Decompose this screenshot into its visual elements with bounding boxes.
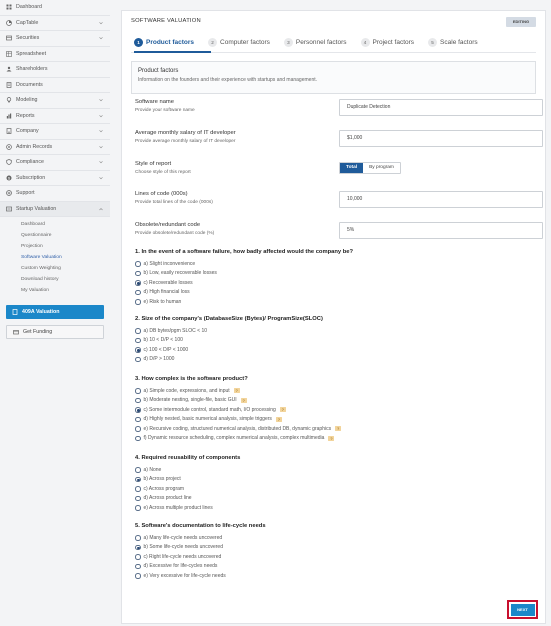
sidebar-item-label: Subscription <box>16 174 46 181</box>
sidebar-item-label: Compliance <box>16 159 44 166</box>
help-icon[interactable]: ? <box>330 435 333 441</box>
field-hint: Provide total lines of the code (000s) <box>135 200 213 205</box>
radio-option-label: e) Very excessive for life-cycle needs <box>143 572 226 579</box>
tab-scale-factors[interactable] <box>428 38 478 47</box>
sidebar-item-spreadsheet[interactable] <box>0 47 110 63</box>
radio-option[interactable] <box>135 345 531 355</box>
step-label: Product factors <box>146 38 195 46</box>
question-title: 1. In the event of a software failure, how badly affected would the company be? <box>135 249 354 255</box>
get-funding-button[interactable] <box>6 325 104 339</box>
question-5 <box>135 523 531 581</box>
sidebar-item-label: Reports <box>16 112 35 119</box>
radio-option-label: d) Across product line <box>143 495 192 502</box>
sidebar-item-label: Admin Records <box>16 143 53 150</box>
sidebar-item-startup-valuation[interactable] <box>0 202 110 218</box>
radio-option[interactable] <box>135 484 531 494</box>
question-title: 4. Required reusability of components <box>135 455 241 461</box>
radio-option[interactable] <box>135 326 531 336</box>
step-number: 2 <box>208 38 217 47</box>
radio-option-label: d) High financial loss <box>143 289 190 296</box>
sidebar-item-label: Spreadsheet <box>16 50 47 57</box>
tab-personnel-factors[interactable] <box>284 38 347 47</box>
chevron-down-icon <box>99 145 103 149</box>
sidebar-item-support[interactable] <box>0 186 110 202</box>
radio-option-label: d) Highly nested, basic numerical analysis, simple triggers <box>143 416 272 423</box>
lightbulb-icon <box>6 97 12 103</box>
reports-icon <box>6 113 12 119</box>
radio-option[interactable] <box>135 533 531 543</box>
radio-unchecked-icon[interactable] <box>135 398 141 404</box>
radio-unchecked-icon[interactable] <box>135 496 141 502</box>
radio-option[interactable] <box>135 552 531 562</box>
sidebar-item-label: Startup Valuation <box>16 205 57 212</box>
radio-unchecked-icon[interactable] <box>135 338 141 344</box>
radio-unchecked-icon[interactable] <box>135 535 141 541</box>
radio-option[interactable] <box>135 259 531 269</box>
radio-option[interactable] <box>135 288 531 298</box>
chevron-down-icon <box>99 36 103 40</box>
radio-option[interactable] <box>135 475 531 485</box>
radio-option[interactable] <box>135 571 531 581</box>
radio-unchecked-icon[interactable] <box>135 290 141 296</box>
radio-option-label: d) Excessive for life-cycles needs <box>143 563 218 570</box>
sidebar-item-label: Shareholders <box>16 66 48 73</box>
radio-checked-icon[interactable] <box>135 280 141 286</box>
radio-unchecked-icon[interactable] <box>135 299 141 305</box>
field-label: Average monthly salary of IT developer <box>135 130 236 136</box>
help-icon[interactable]: ? <box>281 407 284 413</box>
sidebar-item-label: Dashboard <box>16 4 42 11</box>
radio-option-label: e) Risk to human <box>143 298 182 305</box>
radio-option[interactable] <box>135 562 531 572</box>
sidebar-item-reports[interactable] <box>0 109 110 125</box>
chevron-down-icon <box>99 129 103 133</box>
step-label: Scale factors <box>440 38 478 46</box>
page-title: SOFTWARE VALUATION <box>131 18 201 24</box>
question-title: 3. How complex is the software product? <box>135 376 248 382</box>
sidebar-item-shareholders[interactable] <box>0 62 110 78</box>
question-title: 5. Software's documentation to life-cycle needs <box>135 523 266 529</box>
radio-option-label: d) D/P > 1000 <box>143 356 175 363</box>
sidebar-item-label: Company <box>16 128 39 135</box>
radio-unchecked-icon[interactable] <box>135 573 141 579</box>
radio-checked-icon[interactable] <box>135 407 141 413</box>
help-icon[interactable]: ? <box>242 397 245 403</box>
question-1 <box>135 249 531 307</box>
radio-option[interactable] <box>135 396 531 406</box>
document-icon <box>12 309 18 315</box>
help-icon[interactable]: ? <box>235 388 238 394</box>
admin-records-icon <box>6 144 12 150</box>
radio-option-label: c) Right life-cycle needs uncovered <box>143 553 222 560</box>
report-style-field <box>135 161 531 175</box>
radio-unchecked-icon[interactable] <box>135 357 141 363</box>
radio-unchecked-icon[interactable] <box>135 388 141 394</box>
radio-option[interactable] <box>135 434 531 444</box>
funding-icon <box>13 329 19 335</box>
company-icon <box>6 128 12 134</box>
salary-field <box>135 130 531 144</box>
field-label: Software name <box>135 99 174 105</box>
software-name-field <box>135 99 531 113</box>
radio-option[interactable] <box>135 336 531 346</box>
radio-checked-icon[interactable] <box>135 477 141 483</box>
radio-unchecked-icon[interactable] <box>135 328 141 334</box>
sidebar-item-company[interactable] <box>0 124 110 140</box>
help-icon[interactable]: ? <box>277 416 280 422</box>
field-label: Obsolete/redundant code <box>135 222 201 228</box>
next-button[interactable]: NEXT <box>511 604 535 616</box>
radio-option[interactable] <box>135 503 531 513</box>
radio-option[interactable] <box>135 269 531 279</box>
radio-option[interactable] <box>135 494 531 504</box>
step-number: 3 <box>284 38 293 47</box>
radio-unchecked-icon[interactable] <box>135 554 141 560</box>
radio-option[interactable] <box>135 297 531 307</box>
step-label: Personnel factors <box>295 38 347 46</box>
field-label: Style of report <box>135 161 172 167</box>
sidebar-item-modeling[interactable] <box>0 93 110 109</box>
radio-option-label: b) Some life-cycle needs uncovered <box>143 544 223 551</box>
radio-option-label: a) Slight inconvenience <box>143 260 196 267</box>
step-label: Project factors <box>372 38 415 46</box>
radio-option-label: b) Moderate nesting, single-file, basic GUI <box>143 397 237 404</box>
question-title: 2. Size of the company's (DatabaseSize (Bytes)/ ProgramSize(SLOC) <box>135 316 323 322</box>
sidebar-item-label: CapTable <box>16 19 39 26</box>
field-hint: Choose style of this report <box>135 170 191 175</box>
pie-chart-icon <box>6 20 12 26</box>
sidebar-item-admin-records[interactable] <box>0 140 110 156</box>
radio-option[interactable] <box>135 465 531 475</box>
section-title: Product factors <box>138 68 179 74</box>
help-icon[interactable]: ? <box>336 426 340 432</box>
section-intro <box>131 61 536 94</box>
radio-option-label: b) Across project <box>143 476 181 483</box>
shareholders-icon <box>6 66 12 72</box>
obsolete-code-field <box>135 222 531 236</box>
software-valuation-card <box>121 10 546 624</box>
radio-option-label: f) Dynamic resource scheduling, complex numerical analysis, complex multimedia <box>143 435 325 442</box>
question-2 <box>135 316 531 364</box>
radio-unchecked-icon[interactable] <box>135 271 141 277</box>
radio-option[interactable] <box>135 278 531 288</box>
subscription-icon <box>6 175 12 181</box>
field-hint: Provide average monthly salary of IT developer <box>135 139 236 144</box>
subnav-item-download-history[interactable]: Download history <box>21 277 59 282</box>
radio-option[interactable] <box>135 424 531 434</box>
field-hint: Provide your software name <box>135 108 195 113</box>
startup-valuation-icon <box>6 206 12 212</box>
tab-product-factors[interactable] <box>134 38 194 47</box>
radio-unchecked-icon[interactable] <box>135 467 141 473</box>
subnav-item-questionnaire[interactable]: Questionnaire <box>21 233 52 238</box>
radio-option-label: c) Some intermodule control, standard math, I/O processing <box>143 406 276 413</box>
radio-option-label: a) DB bytes/pgm SLOC < 10 <box>143 327 208 334</box>
sidebar-item-dashboard[interactable] <box>0 0 110 16</box>
radio-option-label: a) Simple code, expressions, and input <box>143 387 230 394</box>
radio-unchecked-icon[interactable] <box>135 426 141 432</box>
sidebar <box>0 0 110 626</box>
report-style-toggle <box>339 162 401 174</box>
radio-option[interactable] <box>135 386 531 396</box>
subnav-item-my-valuation[interactable]: My Valuation <box>21 288 49 293</box>
get-funding-label: Get Funding <box>23 329 53 335</box>
radio-checked-icon[interactable] <box>135 545 141 551</box>
chevron-down-icon <box>99 176 103 180</box>
report-style-total-option[interactable]: Total <box>340 163 363 173</box>
sidebar-item-label: Support <box>16 190 35 197</box>
radio-unchecked-icon[interactable] <box>135 417 141 423</box>
lines-of-code-input[interactable]: 10,000 <box>339 191 543 208</box>
sidebar-item-documents[interactable] <box>0 78 110 94</box>
sidebar-item-label: Documents <box>16 81 43 88</box>
compliance-icon <box>6 159 12 165</box>
step-number: 1 <box>134 38 143 47</box>
chevron-up-icon <box>99 207 103 211</box>
obsolete-code-input[interactable]: 5% <box>339 222 543 239</box>
step-tabs <box>134 36 492 48</box>
radio-unchecked-icon[interactable] <box>135 486 141 492</box>
lines-of-code-field <box>135 191 531 205</box>
radio-option[interactable] <box>135 543 531 553</box>
radio-option-label: b) Low, easily recoverable losses <box>143 270 217 277</box>
tab-project-factors[interactable] <box>361 38 415 47</box>
chevron-down-icon <box>99 98 103 102</box>
field-hint: Provide obsolete/redundant code (%) <box>135 231 215 236</box>
field-label: Lines of code (000s) <box>135 191 188 197</box>
radio-option-label: e) Recursive coding, structured numerical analysis, distributed DB, dynamic graphics <box>143 425 332 432</box>
valuation-409a-button[interactable] <box>6 305 104 319</box>
radio-unchecked-icon[interactable] <box>135 505 141 511</box>
radio-option[interactable] <box>135 405 531 415</box>
dashboard-icon <box>6 4 12 10</box>
svg-text:$: $ <box>8 176 10 181</box>
radio-option-label: c) Across program <box>143 485 185 492</box>
report-style-by-program-option[interactable]: By program <box>363 163 400 173</box>
next-button-highlight <box>507 600 538 619</box>
subnav-item-dashboard[interactable]: Dashboard <box>21 222 45 227</box>
status-badge: EDITING <box>506 17 536 27</box>
subnav-item-projection[interactable]: Projection <box>21 244 43 249</box>
radio-option-label: c) 100 < D/P < 1000 <box>143 346 189 353</box>
chevron-down-icon <box>99 21 103 25</box>
subnav-item-software-valuation[interactable]: Software Valuation <box>21 255 62 260</box>
sidebar-item-securities[interactable] <box>0 31 110 47</box>
support-icon <box>6 190 12 196</box>
sidebar-item-label: Securities <box>16 35 40 42</box>
step-label: Computer factors <box>220 38 270 46</box>
salary-input[interactable]: $1,000 <box>339 130 543 147</box>
step-number: 5 <box>428 38 437 47</box>
radio-unchecked-icon[interactable] <box>135 564 141 570</box>
question-3 <box>135 376 531 443</box>
question-4 <box>135 455 531 513</box>
radio-option[interactable] <box>135 415 531 425</box>
valuation-409a-label: 409A Valuation <box>22 309 60 315</box>
documents-icon <box>6 82 12 88</box>
sidebar-item-captable[interactable] <box>0 16 110 32</box>
radio-option-label: c) Recoverable losses <box>143 279 193 286</box>
securities-icon <box>6 35 12 41</box>
radio-checked-icon[interactable] <box>135 347 141 353</box>
startup-valuation-submenu <box>0 217 110 300</box>
radio-option[interactable] <box>135 355 531 365</box>
radio-option-label: e) Across multiple product lines <box>143 504 213 511</box>
chevron-down-icon <box>99 114 103 118</box>
sidebar-item-subscription[interactable] <box>0 171 110 187</box>
radio-unchecked-icon[interactable] <box>135 436 141 442</box>
tab-computer-factors[interactable] <box>208 38 270 47</box>
sidebar-item-compliance[interactable] <box>0 155 110 171</box>
spreadsheet-icon <box>6 51 12 57</box>
radio-option-label: a) Many life-cycle needs uncovered <box>143 534 223 541</box>
radio-unchecked-icon[interactable] <box>135 261 141 267</box>
active-step-underline <box>134 51 211 53</box>
software-name-input[interactable]: Duplicate Detection <box>339 99 543 116</box>
subnav-item-custom-weighting[interactable]: Custom Weighting <box>21 266 61 271</box>
radio-option-label: a) None <box>143 466 162 473</box>
step-number: 4 <box>361 38 370 47</box>
chevron-down-icon <box>99 160 103 164</box>
radio-option-label: b) 10 < D/P < 100 <box>143 337 183 344</box>
section-description: Information on the founders and their experience with startups and management. <box>138 77 317 83</box>
sidebar-item-label: Modeling <box>16 97 38 104</box>
